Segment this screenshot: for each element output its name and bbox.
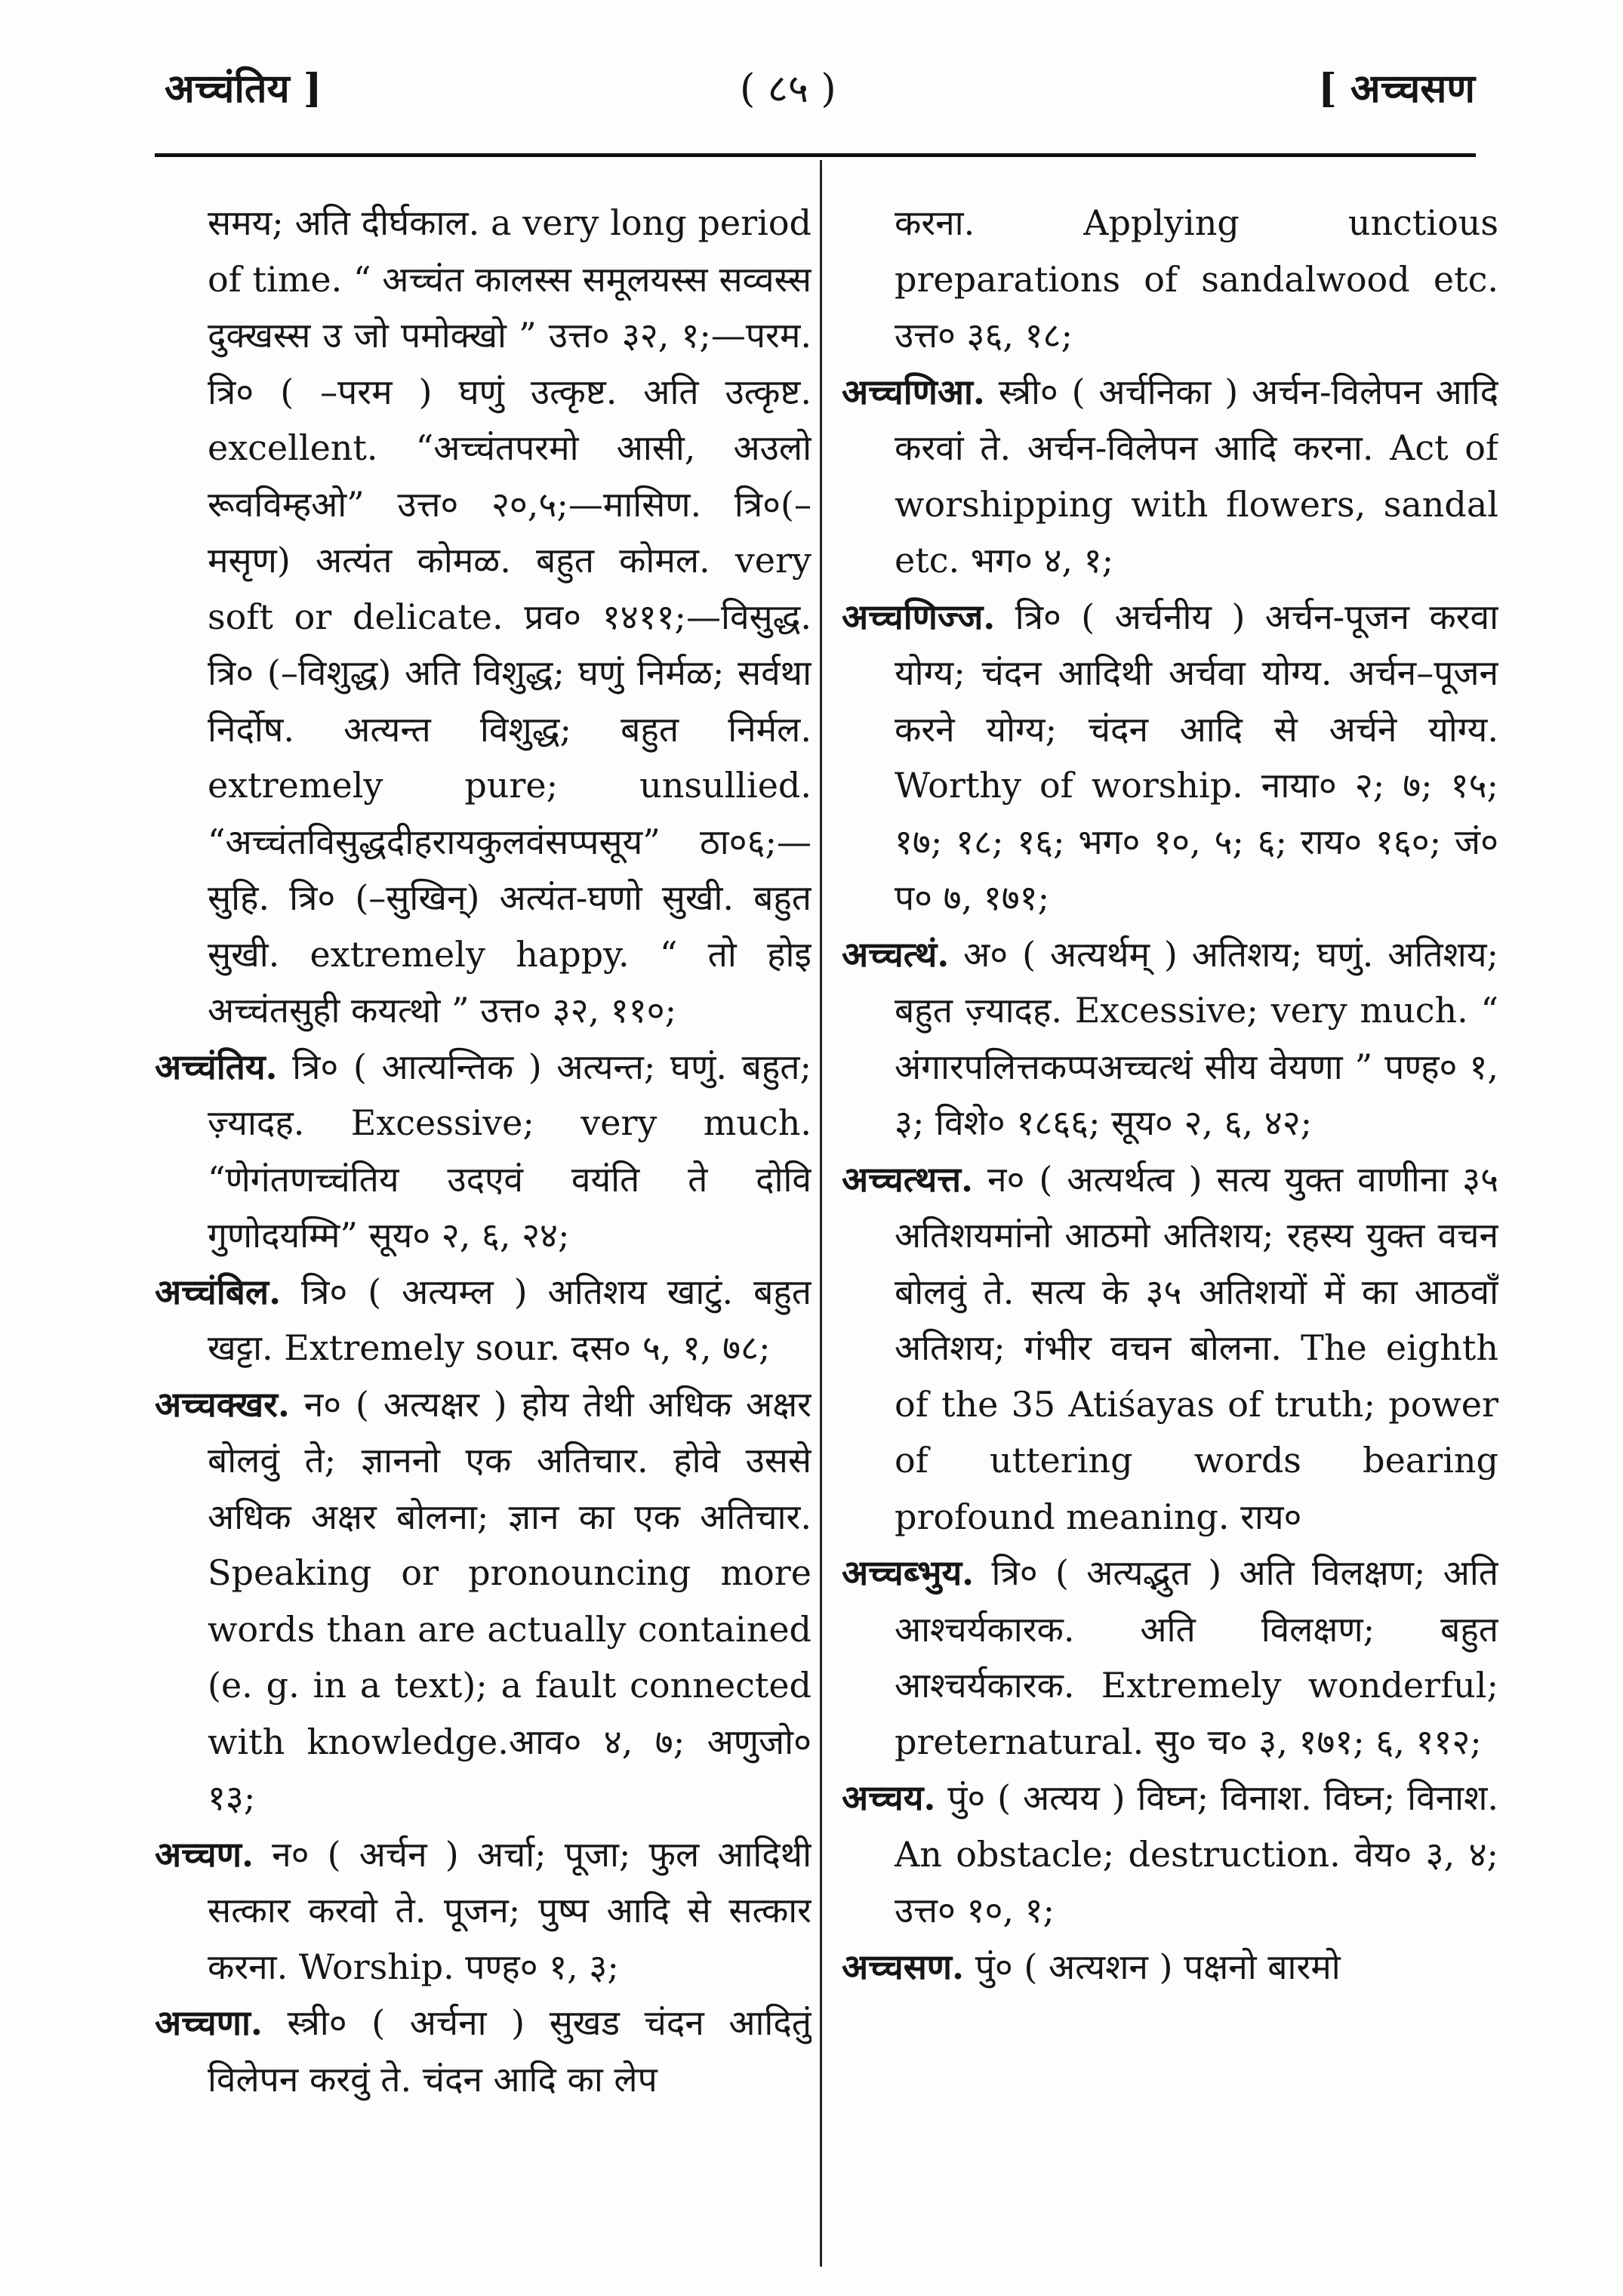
entry [842, 1939, 1498, 1996]
entry-text: न० ( अत्यक्षर ) होय तेथी अधिक अक्षर बोलवुं ते; ज्ञाननो एक अतिचार. होवे उससे अधिक अक्षर बोलना; ज्ञान का एक अतिचार. Speaking or pronouncing more words than are actually contained (e. g. in a text); a fault connected with knowledge.आव० ४, ७; अणुजो० १३; [208, 1383, 812, 1818]
entry-text: स्त्री० ( अर्चना ) सुखड चंदन आदितुं विलेपन करवुं ते. चंदन आदि का लेप [208, 2002, 812, 2100]
entry-headword: अच्चणिआ. [842, 371, 985, 412]
header-rule [155, 153, 1476, 157]
left-column [155, 195, 812, 2264]
entry-headword: अच्चण. [155, 1833, 254, 1875]
entry-text: अ० ( अत्यर्थम् ) अतिशय; घणुं. अतिशय; बहुत ज़्यादह. Excessive; very much. “ अंगारपलित्तकप्पअच्चत्थं सीय वेयणा ” पण्ह० १, ३; विशे० १८६६; सूय० २, ६, ४२; [895, 933, 1498, 1143]
entry-text: त्रि० ( अत्यम्ल ) अतिशय खाटुं. बहुत खट्टा. Extremely sour. दस० ५, १, ७८; [208, 1271, 812, 1368]
entry-headword: अच्चणा. [155, 2002, 263, 2043]
entry-headword: अच्चब्भुय. [842, 1552, 975, 1593]
entry-headword: अच्चंतिय. [155, 1046, 278, 1087]
entry-text: समय; अति दीर्घकाल. a very long period of time. “ अच्चंत कालस्स समूलयस्स सव्वस्स दुक्खस्स उ जो पमोक्खो ” उत्त० ३२, १;—परम. त्रि० ( –परम ) घणुं उत्कृष्ट. अति उत्कृष्ट. excellent. “अच्चंतपरमो आसी, अउलो रूवविम्हओ” उत्त० २०,५;—मासिण. त्रि०(–मसृण) अत्यंत कोमळ. बहुत कोमल. very soft or delicate. प्रव० १४११;—विसुद्ध. त्रि० (–विशुद्ध) अति विशुद्ध; घणुं निर्मळ; सर्वथा निर्दोष. अत्यन्त विशुद्ध; बहुत निर्मल. extremely pure; unsullied. “अच्चंतविसुद्धदीहरायकुलवंसप्पसूय” ठा०६;—सुहि. त्रि० (–सुखिन्) अत्यंत-घणो सुखी. बहुत सुखी. extremely happy. “ तो होइ अच्चंतसुही कयत्थो ” उत्त० ३२, ११०; [208, 202, 812, 1031]
entry-headword: अच्चत्थत्त. [842, 1158, 974, 1200]
entry [842, 589, 1498, 926]
entry-headword: अच्चक्खर. [155, 1383, 290, 1425]
entry [155, 1826, 812, 1996]
entry [842, 1545, 1498, 1770]
entry-text: त्रि० ( अत्यद्भुत ) अति विलक्षण; अति आश्चर्यकारक. अति विलक्षण; बहुत आश्चर्यकारक. Extremely wonderful; preternatural. सु० च० ३, १७१; ६, ११२; [895, 1552, 1498, 1762]
entry [842, 1151, 1498, 1546]
entry-text: पुं० ( अत्यशन ) पक्षनो बारमो [964, 1946, 1341, 1987]
entry-continuation [842, 195, 1498, 364]
entry [842, 926, 1498, 1151]
right-column [842, 195, 1498, 2264]
entry-text: त्रि० ( अर्चनीय ) अर्चन-पूजन करवा योग्य; चंदन आदिथी अर्चवा योग्य. अर्चन–पूजन करने योग्य; चंदन आदि से अर्चने योग्य. Worthy of worship. नाया० २; ७; १५; १७; १८; १६; भग० १०, ५; ६; राय० १६०; जं० प० ७, १७१; [895, 596, 1498, 918]
entry-text: करना. Applying unctious preparations of sandalwood etc. उत्त० ३६, १८; [895, 202, 1498, 356]
entry-headword: अच्चणिज्ज. [842, 596, 996, 637]
entry-text: पुं० ( अत्यय ) विघ्न; विनाश. विघ्न; विनाश. An obstacle; destruction. वेय० ३, ४; उत्त० १०, १; [895, 1777, 1498, 1931]
entry [155, 1376, 812, 1826]
entry-headword: अच्चत्थं. [842, 933, 950, 975]
entry-text: न० ( अर्चन ) अर्चा; पूजा; फुल आदिथी सत्कार करवो ते. पूजन; पुष्प आदि से सत्कार करना. Worship. पण्ह० १, ३; [208, 1833, 812, 1987]
entry [155, 1264, 812, 1376]
entry-headword: अच्चंबिल. [155, 1271, 282, 1312]
entry-continuation [155, 195, 812, 1039]
entry-headword: अच्चसण. [842, 1946, 965, 1987]
entry [155, 1995, 812, 2107]
page-number: ( ८५ ) [740, 66, 836, 112]
entry-headword: अच्चय. [842, 1777, 936, 1818]
entry-text: न० ( अत्यर्थत्व ) सत्य युक्त वाणीना ३५ अतिशयमांनो आठमो अतिशय; रहस्य युक्त वचन बोलवुं ते. सत्य के ३५ अतिशयों में का आठवाँ अतिशय; गंभीर वचन बोलना. The eighth of the 35 Atiśayas of truth; power of uttering words bearing profound meaning. राय० [895, 1158, 1498, 1537]
entry [842, 1770, 1498, 1939]
entry-text: त्रि० ( आत्यन्तिक ) अत्यन्त; घणुं. बहुत; ज़्यादह. Excessive; very much. “णेगंतणच्चंतिय उदएवं वयंति ते दोवि गुणोदयम्मि” सूय० २, ६, २४; [208, 1046, 812, 1256]
entry [842, 364, 1498, 589]
running-head-right: [ अच्चसण [1318, 66, 1475, 112]
column-divider [820, 160, 822, 2267]
entry-text: स्त्री० ( अर्चनिका ) अर्चन-विलेपन आदि करवां ते. अर्चन-विलेपन आदि करना. Act of worshipping with flowers, sandal etc. भग० ४, १; [895, 371, 1498, 581]
entry [155, 1039, 812, 1264]
running-head-left: अच्चंतिय ] [165, 66, 322, 112]
